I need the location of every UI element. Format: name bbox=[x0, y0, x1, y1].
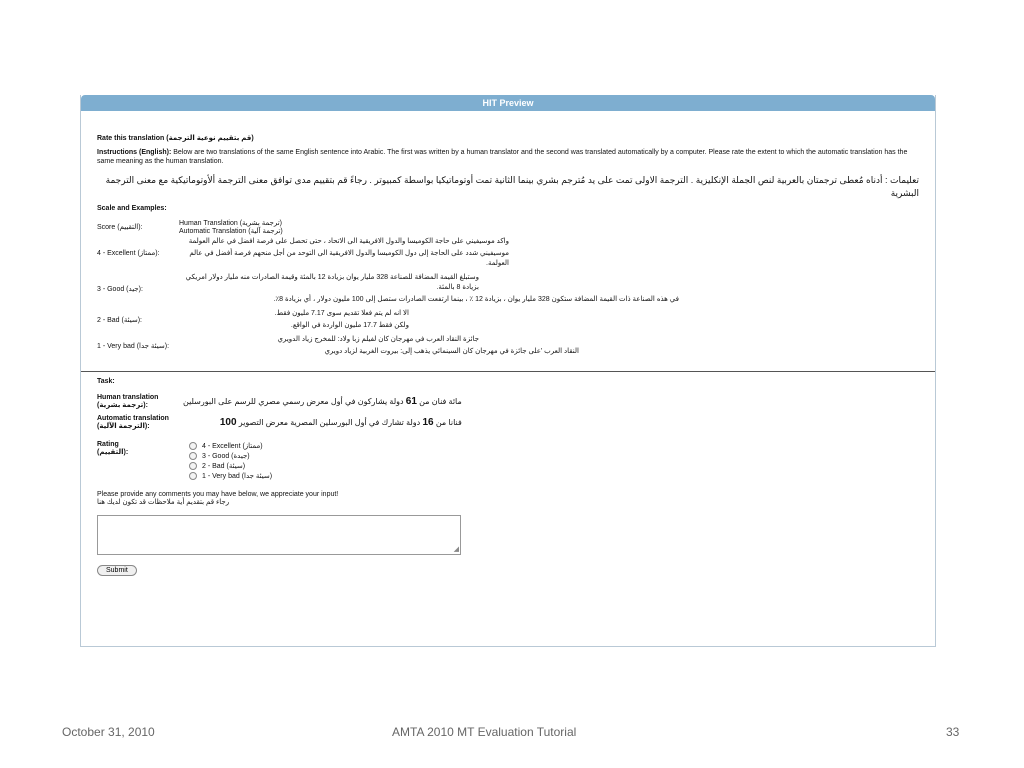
hit-preview-header: HIT Preview bbox=[81, 95, 935, 111]
rating-option-bad[interactable] bbox=[189, 461, 462, 471]
rating-option-label: 1 - Very bad (سيئة جدا) bbox=[202, 473, 273, 480]
rating-option-label: 2 - Bad (سيئة) bbox=[202, 463, 246, 470]
example-auto: النقاد العرب 'على جائزة في مهرجان كان السينمائي يذهب إلى: بيروت الغربية لزياد دويري bbox=[324, 348, 579, 355]
rating-option-very-bad[interactable] bbox=[189, 471, 462, 481]
auto-label-en: Automatic translation bbox=[97, 415, 169, 422]
scale-row-very-bad bbox=[97, 333, 679, 359]
task-table bbox=[97, 394, 462, 481]
submit-button[interactable]: Submit bbox=[97, 565, 137, 576]
scale-label: 3 - Good (جيد): bbox=[97, 286, 143, 293]
scale-row-excellent bbox=[97, 235, 679, 271]
auto-sentence bbox=[183, 415, 462, 431]
footer-date: October 31, 2010 bbox=[62, 725, 155, 739]
human-label-en: Human translation bbox=[97, 394, 159, 401]
rate-title-ar: (قم بتقييم نوعية الترجمة) bbox=[166, 135, 254, 142]
resize-grip-icon[interactable]: ◢ bbox=[453, 546, 459, 553]
scale-examples bbox=[179, 307, 679, 333]
instructions-label: Instructions (English): bbox=[97, 149, 172, 156]
legend-cell bbox=[179, 219, 679, 235]
radio-button[interactable] bbox=[189, 462, 197, 470]
human-sentence bbox=[183, 394, 462, 410]
rating-option-label: 4 - Excellent (ممتاز) bbox=[202, 443, 263, 450]
auto-sentence-pre: فنانا من bbox=[435, 418, 462, 427]
example-human: الا انه لم يتم فعلا تقديم سوى 7.17 مليون فقط. bbox=[274, 310, 409, 317]
footer-title: AMTA 2010 MT Evaluation Tutorial bbox=[392, 725, 577, 739]
auto-translation-label bbox=[97, 415, 183, 431]
task-human-row bbox=[97, 394, 462, 410]
rating-option-good[interactable] bbox=[189, 451, 462, 461]
rating-option-excellent[interactable] bbox=[189, 441, 462, 451]
example-human: وستبلغ القيمة المضافة للصناعة 328 مليار يوان بزيادة 12 بالمئة وقيمة الصادرات منه مليار دولار امريكي بزيادة 8 بالمئة. bbox=[185, 274, 479, 291]
example-human: جائزة النقاد العرب في مهرجان كان لفيلم زبا ولاد: للمخرج زياد الدويري bbox=[277, 336, 479, 343]
scale-row-good bbox=[97, 271, 679, 307]
hit-content bbox=[81, 134, 935, 576]
human-sentence-pre: مائة فنان من bbox=[419, 397, 462, 406]
human-label-ar: (ترجمة بشرية): bbox=[97, 402, 148, 409]
score-header: Score (التقييم): bbox=[97, 224, 143, 231]
scale-label: 1 - Very bad (سيئة جدا): bbox=[97, 343, 170, 350]
rate-title-en: Rate this translation bbox=[97, 135, 165, 142]
auto-sentence-num: 16 bbox=[422, 417, 434, 428]
human-translation-label bbox=[97, 394, 183, 410]
rating-row bbox=[97, 441, 462, 481]
scale-examples bbox=[179, 333, 679, 359]
comments-textarea[interactable] bbox=[97, 515, 461, 555]
example-auto: موسيفيني شدد على الحاجة إلى دول الكوميسا والدول الافريقية الى التوحد من أجل منحهم فرصة أفضل في عالم العولمة. bbox=[189, 250, 509, 267]
scale-header-row bbox=[97, 219, 679, 235]
rating-options bbox=[183, 441, 462, 481]
rate-title bbox=[97, 134, 919, 142]
scale-table bbox=[97, 219, 679, 359]
footer-page-number: 33 bbox=[946, 725, 960, 739]
example-auto: في هذه الصناعة ذات القيمة المضافة ستكون 328 مليار يوان ، بزيادة 12 ٪ ، بينما ارتفعت الصادرات ستصل إلى 100 مليون دولار ، أي بزيادة 8٪. bbox=[273, 296, 679, 303]
radio-button[interactable] bbox=[189, 452, 197, 460]
instructions-english bbox=[97, 148, 919, 166]
section-divider bbox=[81, 371, 935, 372]
rating-label bbox=[97, 441, 183, 481]
example-auto: ولكن فقط 17.7 مليون الواردة في الواقع. bbox=[290, 322, 409, 329]
rating-label-ar: (التقييم): bbox=[97, 449, 129, 456]
scale-examples bbox=[179, 271, 679, 307]
radio-button[interactable] bbox=[189, 472, 197, 480]
legend-auto: Automatic Translation (ترجمة آلية) bbox=[179, 228, 283, 235]
rating-option-label: 3 - Good (جيدة) bbox=[202, 453, 250, 460]
human-sentence-post: دولة يشاركون في أول معرض رسمي مصري للرسم على البورسلين bbox=[183, 397, 404, 406]
task-title: Task: bbox=[97, 378, 115, 385]
rating-label-en: Rating bbox=[97, 441, 119, 448]
scale-row-bad bbox=[97, 307, 679, 333]
human-sentence-num: 61 bbox=[405, 396, 417, 407]
scale-label: 2 - Bad (سيئة): bbox=[97, 317, 142, 324]
instructions-text: Below are two translations of the same English sentence into Arabic. The first was written by a human translator and the second was translated automatically by a computer. Please rate the extent to which the automatic translation has the same meaning as the human translation. bbox=[97, 149, 908, 165]
radio-button[interactable] bbox=[189, 442, 197, 450]
auto-label-ar: (الترجمة الآلية): bbox=[97, 423, 150, 430]
scale-title: Scale and Examples: bbox=[97, 205, 167, 212]
scale-examples bbox=[179, 235, 679, 271]
scale-label: 4 - Excellent (ممتاز): bbox=[97, 250, 160, 257]
auto-sentence-post: دولة تشارك في أول البورسلين المصرية معرض التصوير bbox=[238, 418, 421, 427]
comments-prompt-en: Please provide any comments you may have below, we appreciate your input! bbox=[97, 491, 339, 498]
task-auto-row bbox=[97, 415, 462, 431]
comments-prompt-ar: رجاء قم بتقديم أية ملاحظات قد تكون لديك هنا bbox=[97, 499, 230, 506]
example-human: واكد موسيفيني على حاجة الكوميسا والدول الافريقية الى الاتحاد ، حتى تحصل على فرصة افضل في عالم العولمة bbox=[188, 238, 509, 245]
auto-sentence-num2: 100 bbox=[219, 417, 237, 428]
hit-preview-frame bbox=[80, 95, 936, 647]
legend-human: Human Translation (ترجمة بشرية) bbox=[179, 220, 283, 227]
instructions-arabic: تعليمات : أدناه مُعطى ترجمتان بالعربية لنص الجملة الإنكليزية . الترجمة الاولى تمت على يد مُترجم بشري بينما الثانية تمت أوتوماتيكيا بواسطة كمبيوتر . رجاءً قم بتقييم مدى توافق معنى الترجمة ألأوتوماتيكية مع معنى الترجمة البشرية bbox=[105, 175, 919, 198]
